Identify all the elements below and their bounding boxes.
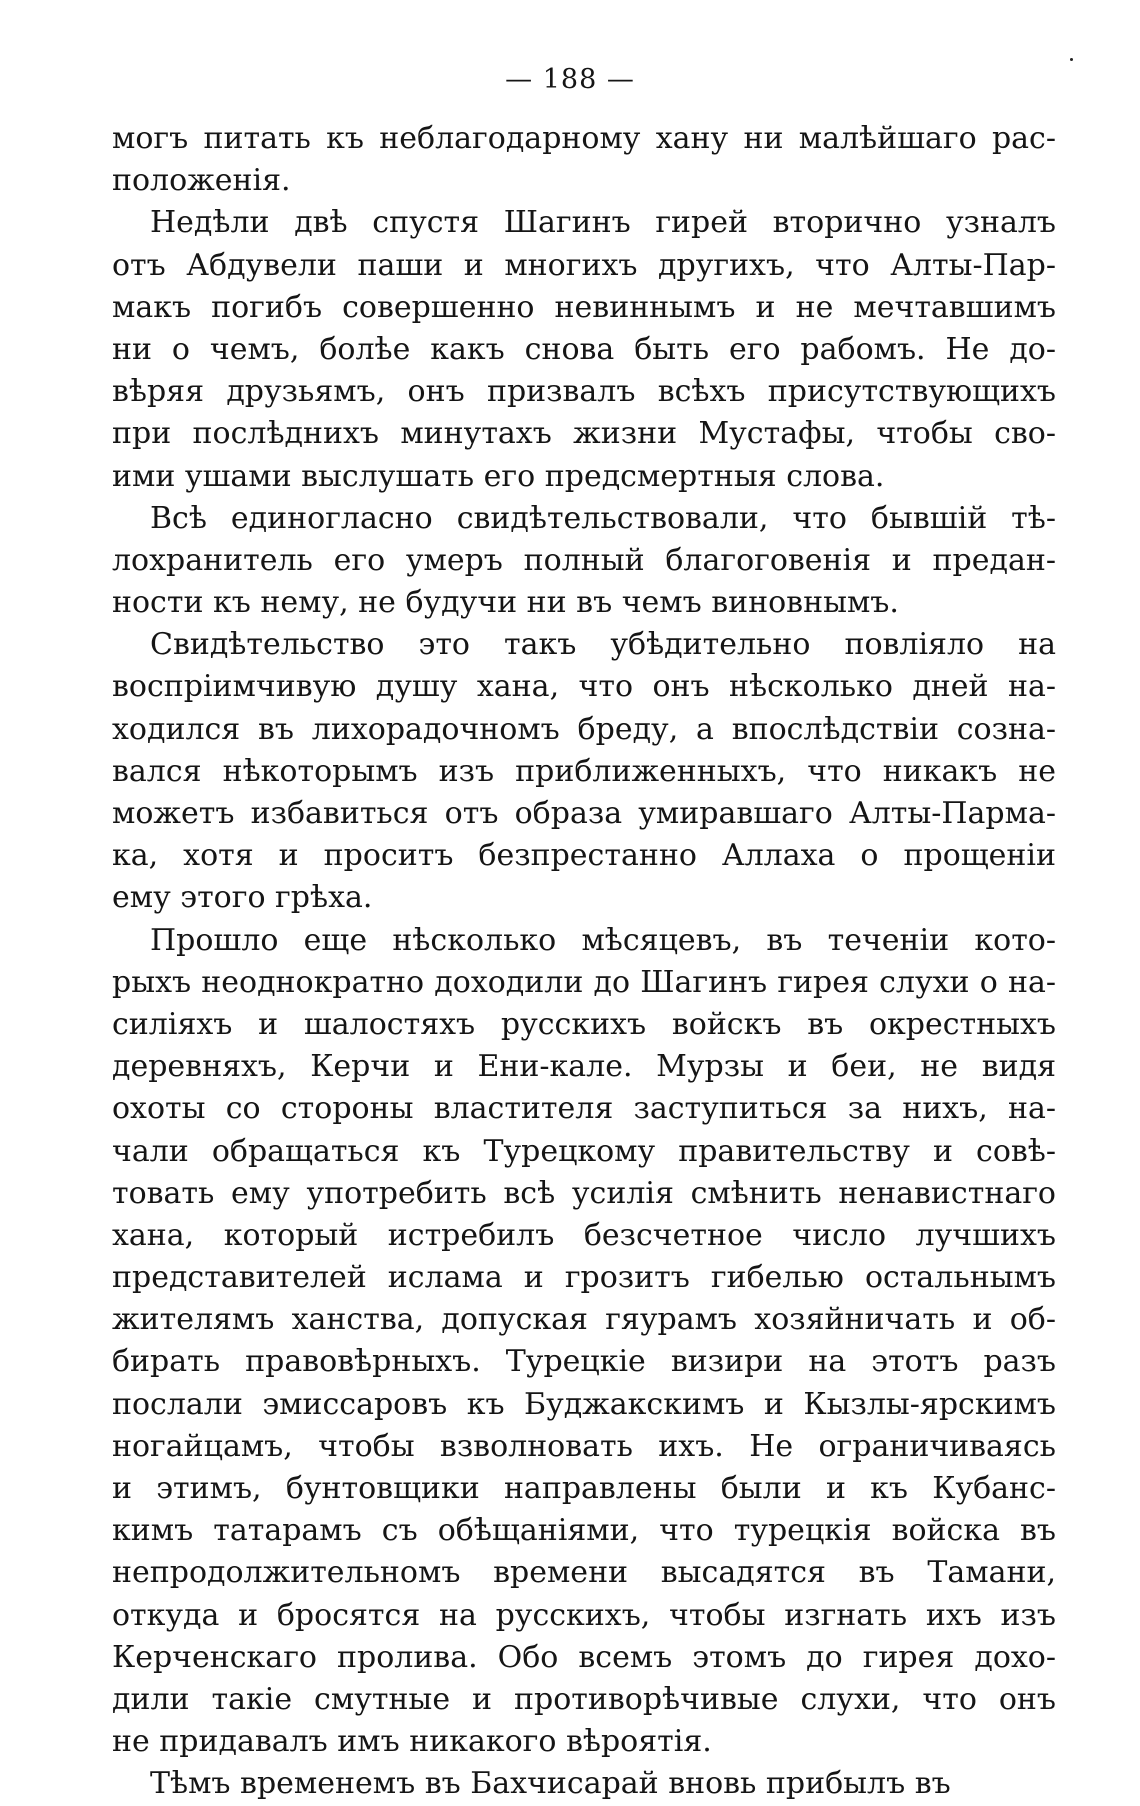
text-line: Керченскаго пролива. Обо всемъ этомъ до гирея дохо- xyxy=(112,1639,1056,1675)
text-line: Свидѣтельство это такъ убѣдительно повліяло на xyxy=(150,627,1056,663)
text-line: Прошло еще нѣсколько мѣсяцевъ, въ теченіи кото- xyxy=(150,922,1056,958)
text-line: отъ Абдувели паши и многихъ другихъ, что Алты-Пар- xyxy=(112,247,1056,283)
paragraph xyxy=(112,624,1056,919)
text-line: ка, хотя и проситъ безпрестанно Аллаха о прощеніи xyxy=(112,838,1056,874)
paragraph xyxy=(112,202,1056,497)
text-line: макъ погибъ совершенно невиннымъ и не мечтавшимъ xyxy=(112,289,1056,325)
text-line: непродолжительномъ времени высадятся въ Тамани, xyxy=(112,1555,1056,1591)
text-line: ходился въ лихорадочномъ бреду, а впослѣдствіи созна- xyxy=(112,711,1056,747)
text-line: откуда и бросятся на русскихъ, чтобы изгнать ихъ изъ xyxy=(112,1597,1056,1633)
print-speck xyxy=(1070,58,1073,61)
paragraph xyxy=(112,1763,1056,1805)
body-text xyxy=(112,118,1056,1806)
text-line: лохранитель его умеръ полный благоговенія и предан- xyxy=(112,542,1056,578)
text-line: Недѣли двѣ спустя Шагинъ гирей вторично узналъ xyxy=(150,205,1056,241)
text-line: жителямъ ханства, допуская гяурамъ хозяйничать и об- xyxy=(112,1302,1056,1338)
text-line: воспріимчивую душу хана, что онъ нѣсколько дней на- xyxy=(112,669,1056,705)
text-line: послали эмиссаровъ къ Буджакскимъ и Кызлы-ярскимъ xyxy=(112,1386,1056,1422)
text-line: силіяхъ и шалостяхъ русскихъ войскъ въ окрестныхъ xyxy=(112,1006,1056,1042)
text-line: кимъ татарамъ съ обѣщаніями, что турецкія войска въ xyxy=(112,1513,1056,1549)
text-line: ности къ нему, не будучи ни въ чемъ виновнымъ. xyxy=(112,585,899,621)
page-number: — 188 — xyxy=(505,64,635,95)
paragraph xyxy=(112,118,1056,202)
text-line: Тѣмъ временемъ въ Бахчисарай вновь прибылъ въ xyxy=(150,1766,951,1802)
text-line: охоты со стороны властителя заступиться за нихъ, на- xyxy=(112,1091,1056,1127)
text-line: деревняхъ, Керчи и Ени-кале. Мурзы и беи, не видя xyxy=(112,1049,1056,1085)
text-line: рыхъ неоднократно доходили до Шагинъ гирея слухи о на- xyxy=(112,964,1056,1000)
text-line: могъ питать къ неблагодарному хану ни малѣйшаго рас- xyxy=(112,121,1056,156)
text-line: товать ему употребить всѣ усилія смѣнить ненавистнаго xyxy=(112,1175,1056,1211)
text-line: положенія. xyxy=(112,163,291,199)
text-line: представителей ислама и грозитъ гибелью остальнымъ xyxy=(112,1260,1056,1296)
text-line: ногайцамъ, чтобы взволновать ихъ. Не ограничиваясь xyxy=(112,1428,1056,1464)
text-line: и этимъ, бунтовщики направлены были и къ Кубанс- xyxy=(112,1471,1056,1506)
text-line: ему этого грѣха. xyxy=(112,880,373,916)
text-line: вѣряя друзьямъ, онъ призвалъ всѣхъ присутствующихъ xyxy=(112,374,1056,410)
text-line: чали обращаться къ Турецкому правительству и совѣ- xyxy=(112,1133,1056,1169)
paragraph xyxy=(112,498,1056,625)
text-line: дили такіе смутные и противорѣчивые слухи, что онъ xyxy=(112,1681,1056,1717)
paragraph xyxy=(112,920,1056,1764)
text-line: Всѣ единогласно свидѣтельствовали, что бывшій тѣ- xyxy=(150,500,1056,536)
text-line: не придавалъ имъ никакого вѣроятія. xyxy=(112,1724,712,1760)
text-line: ни о чемъ, болѣе какъ снова быть его рабомъ. Не до- xyxy=(112,331,1056,367)
text-line: ими ушами выслушать его предсмертныя слова. xyxy=(112,458,885,494)
text-line: вался нѣкоторымъ изъ приближенныхъ, что никакъ не xyxy=(112,753,1056,789)
text-line: при послѣднихъ минутахъ жизни Мустафы, чтобы сво- xyxy=(112,416,1056,452)
text-line: можетъ избавиться отъ образа умиравшаго Алты-Парма- xyxy=(112,796,1056,831)
text-line: хана, который истребилъ безсчетное число лучшихъ xyxy=(112,1217,1056,1253)
text-line: бирать правовѣрныхъ. Турецкіе визири на этотъ разъ xyxy=(112,1344,1056,1380)
